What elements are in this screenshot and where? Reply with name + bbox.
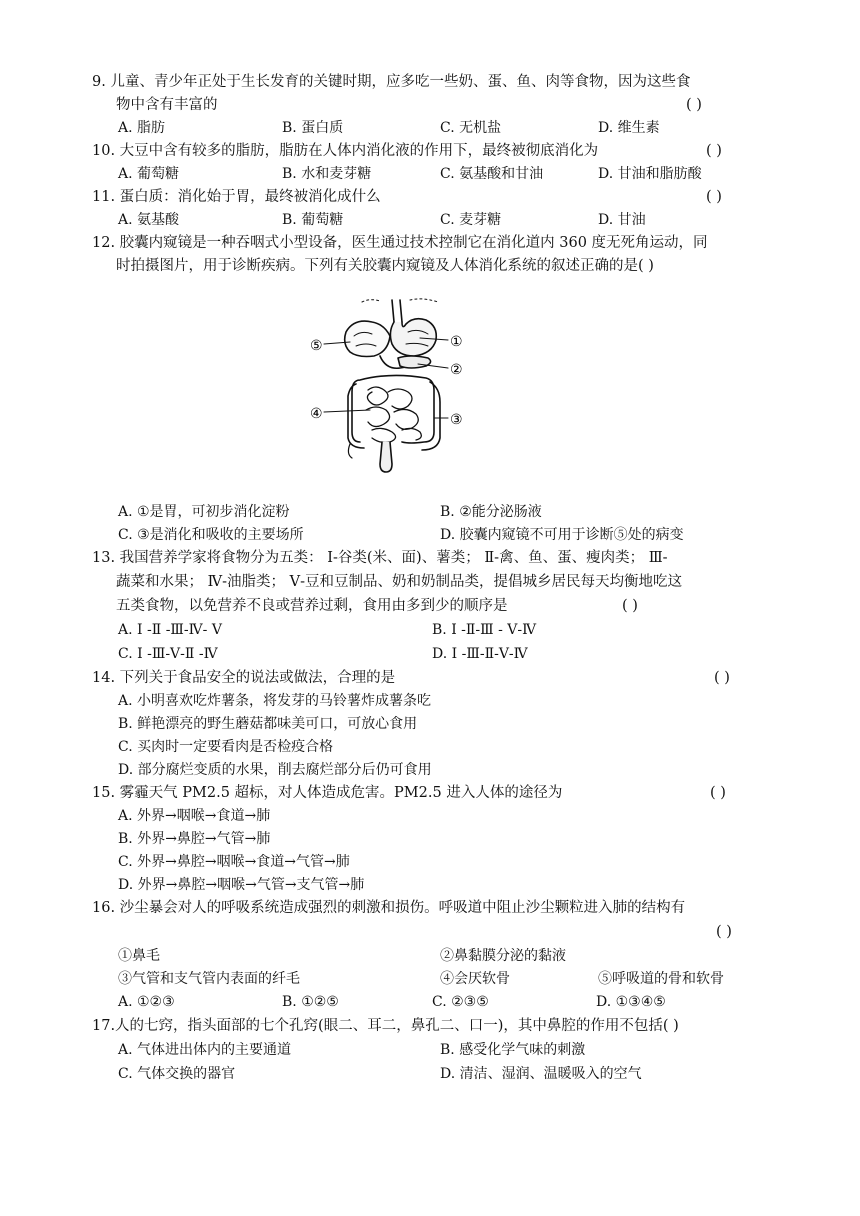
q17-option-b: B. 感受化学气味的刺激 — [440, 1042, 586, 1058]
q14-answer-paren: ( ) — [714, 670, 730, 686]
q13-answer-paren: ( ) — [622, 598, 638, 614]
q11-option-b: B. 葡萄糖 — [282, 212, 344, 228]
figure-label-2: ② — [450, 362, 463, 378]
q13-option-a: A. Ⅰ -Ⅱ -Ⅲ-Ⅳ- Ⅴ — [118, 622, 222, 638]
q10-option-d: D. 甘油和脂肪酸 — [598, 166, 702, 182]
q9-answer-paren: ( ) — [686, 97, 702, 113]
q17-stem: 17.人的七窍，指头面部的七个孔窍(眼二、耳二，鼻孔二、口一)，其中鼻腔的作用不包括( ) — [92, 1018, 679, 1034]
q16-statement-2: ②鼻黏膜分泌的黏液 — [440, 948, 566, 964]
q10-option-a: A. 葡萄糖 — [118, 166, 180, 182]
q14-option-a: A. 小明喜欢吃炸薯条，将发芽的马铃薯炸成薯条吃 — [118, 693, 432, 709]
q15-option-c: C. 外界→鼻腔→咽喉→食道→气管→肺 — [118, 854, 350, 870]
q11-answer-paren: ( ) — [706, 189, 722, 205]
q12-stem-line2: 时拍摄图片，用于诊断疾病。下列有关胶囊内窥镜及人体消化系统的叙述正确的是( ) — [116, 258, 654, 274]
q16-option-b: B. ①②⑤ — [282, 994, 339, 1010]
q12-option-d: D. 胶囊内窥镜不可用于诊断⑤处的病变 — [440, 527, 684, 543]
q11-stem: 11. 蛋白质：消化始于胃，最终被消化成什么 — [92, 189, 381, 205]
q17-option-c: C. 气体交换的器官 — [118, 1066, 236, 1082]
q13-stem-line1: 13. 我国营养学家将食物分为五类： Ⅰ-谷类(米、面)、薯类； Ⅱ-禽、鱼、蛋、瘦肉类； Ⅲ- — [92, 550, 668, 566]
q9-option-b: B. 蛋白质 — [282, 120, 344, 136]
q15-stem: 15. 雾霾天气 PM2.5 超标，对人体造成危害。PM2.5 进入人体的途径为 — [92, 785, 563, 801]
q11-option-d: D. 甘油 — [598, 212, 646, 228]
q15-option-d: D. 外界→鼻腔→咽喉→气管→支气管→肺 — [118, 877, 365, 893]
q16-stem: 16. 沙尘暴会对人的呼吸系统造成强烈的刺激和损伤。呼吸道中阻止沙尘颗粒进入肺的结构有 — [92, 900, 686, 916]
q16-answer-paren: ( ) — [716, 924, 732, 940]
q13-stem-line3: 五类食物，以免营养不良或营养过剩，食用由多到少的顺序是 — [116, 598, 508, 614]
q10-option-b: B. 水和麦芽糖 — [282, 166, 372, 182]
q16-statement-4: ④会厌软骨 — [440, 971, 510, 987]
q16-option-a: A. ①②③ — [118, 994, 175, 1010]
q12-option-b: B. ②能分泌肠液 — [440, 504, 542, 520]
q17-option-a: A. 气体进出体内的主要通道 — [118, 1042, 292, 1058]
q10-option-c: C. 氨基酸和甘油 — [440, 166, 544, 182]
q13-option-d: D. Ⅰ -Ⅲ-Ⅱ-Ⅴ-Ⅳ — [432, 646, 528, 662]
q13-option-c: C. Ⅰ -Ⅲ-Ⅴ-Ⅱ -Ⅳ — [118, 646, 218, 662]
digestive-system-figure — [310, 292, 470, 482]
figure-label-3: ③ — [450, 412, 463, 428]
q15-option-a: A. 外界→咽喉→食道→肺 — [118, 808, 271, 824]
q12-option-a: A. ①是胃，可初步消化淀粉 — [118, 504, 290, 520]
q9-option-a: A. 脂肪 — [118, 120, 166, 136]
q10-answer-paren: ( ) — [706, 143, 722, 159]
q11-option-a: A. 氨基酸 — [118, 212, 180, 228]
q15-option-b: B. 外界→鼻腔→气管→肺 — [118, 831, 271, 847]
q9-stem-line2: 物中含有丰富的 — [116, 97, 218, 113]
q14-option-c: C. 买肉时一定要看肉是否检疫合格 — [118, 739, 334, 755]
q15-answer-paren: ( ) — [710, 785, 726, 801]
q17-option-d: D. 清洁、湿润、温暖吸入的空气 — [440, 1066, 642, 1082]
figure-label-4: ④ — [310, 406, 323, 422]
q16-statement-5: ⑤呼吸道的骨和软骨 — [598, 971, 724, 987]
q12-stem-line1: 12. 胶囊内窥镜是一种吞咽式小型设备，医生通过技术控制它在消化道内 360 度无死角运动，同 — [92, 235, 708, 251]
digestive-system-diagram — [310, 292, 470, 482]
q9-option-d: D. 维生素 — [598, 120, 660, 136]
figure-label-1: ① — [450, 334, 463, 350]
q16-option-c: C. ②③⑤ — [432, 994, 489, 1010]
q16-statement-3: ③气管和支气管内表面的纤毛 — [118, 971, 300, 987]
q9-option-c: C. 无机盐 — [440, 120, 502, 136]
q11-option-c: C. 麦芽糖 — [440, 212, 502, 228]
q14-option-b: B. 鲜艳漂亮的野生蘑菇都味美可口，可放心食用 — [118, 716, 418, 732]
figure-label-5: ⑤ — [310, 338, 323, 354]
q12-option-c: C. ③是消化和吸收的主要场所 — [118, 527, 304, 543]
q16-statement-1: ①鼻毛 — [118, 948, 160, 964]
q9-stem-line1: 9. 儿童、青少年正处于生长发育的关键时期，应多吃一些奶、蛋、鱼、肉等食物，因为这些食 — [92, 74, 691, 90]
q16-option-d: D. ①③④⑤ — [596, 994, 666, 1010]
q13-stem-line2: 蔬菜和水果； Ⅳ-油脂类； Ⅴ-豆和豆制品、奶和奶制品类，提倡城乡居民每天均衡地吃这 — [116, 574, 682, 590]
q14-stem: 14. 下列关于食品安全的说法或做法，合理的是 — [92, 670, 396, 686]
q10-stem: 10. 大豆中含有较多的脂肪，脂肪在人体内消化液的作用下，最终被彻底消化为 — [92, 143, 599, 159]
q14-option-d: D. 部分腐烂变质的水果，削去腐烂部分后仍可食用 — [118, 762, 432, 778]
q13-option-b: B. Ⅰ -Ⅱ-Ⅲ - Ⅴ-Ⅳ — [432, 622, 537, 638]
